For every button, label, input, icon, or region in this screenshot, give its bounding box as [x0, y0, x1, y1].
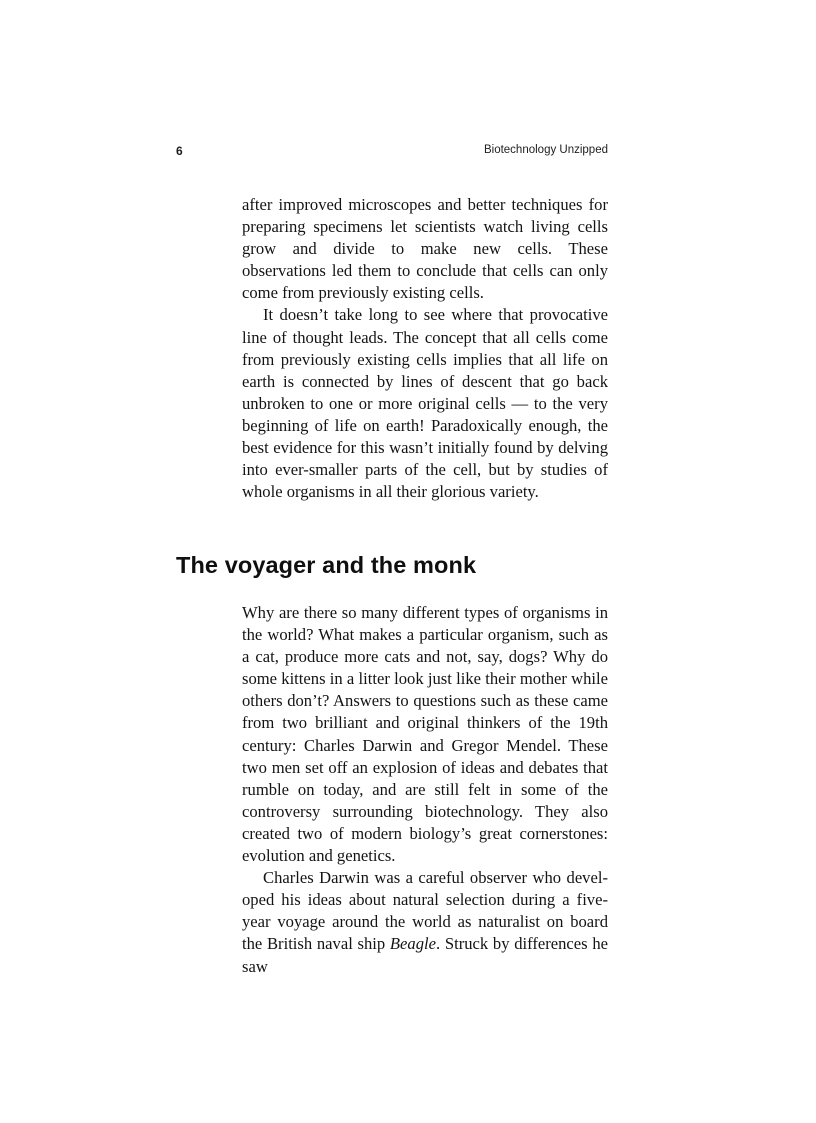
paragraph-text: Charles Darwin was a careful observer who developed his ideas about natural selection during a five-year voyage around the world as naturalist on board the British naval ship — [242, 868, 608, 954]
page-number: 6 — [176, 144, 183, 158]
paragraph — [242, 867, 608, 977]
paragraph: Why are there so many different types of organisms in the world? What makes a particular organism, such as a cat, produce more cats and not, say, dogs? Why do some kittens in a litter look just like their mother while others don’t? Answers to questions such as these came from two brilliant and original thinkers of the 19th century: Charles Darwin and Gregor Mendel. These two men set off an explosion of ideas and debates that rumble on today, and are still felt in some of the controversy surrounding biotechnology. They also created two of modern biology’s great cornerstones: evolution and genetics. — [242, 603, 608, 866]
book-title: Biotechnology Unzipped — [483, 144, 608, 156]
body-text-before-heading — [242, 194, 608, 503]
paragraph-text: . Struck by differences he saw — [242, 934, 608, 976]
paragraph: It doesn’t take long to see where that provocative line of thought leads. The concept that all cells come from previously existing cells implies that all life on earth is connected by lines of descent that go back unbroken to one or more original cells — to the very beginning of life on earth! Paradoxically enough, the best evidence for this wasn’t initially found by delving into ever-smaller parts of the cell, but by studies of whole organisms in all their glorious variety. — [242, 305, 608, 502]
section-heading: The voyager and the monk — [176, 552, 477, 578]
ship-name: Beagle — [389, 934, 436, 954]
running-head — [176, 144, 608, 162]
paragraph: after improved microscopes and better techniques for preparing specimens let scientists watch living cells grow and divide to make new cells. These observations led them to conclude that cells can only come from previously existing cells. — [242, 195, 608, 303]
body-text-section — [242, 602, 608, 978]
